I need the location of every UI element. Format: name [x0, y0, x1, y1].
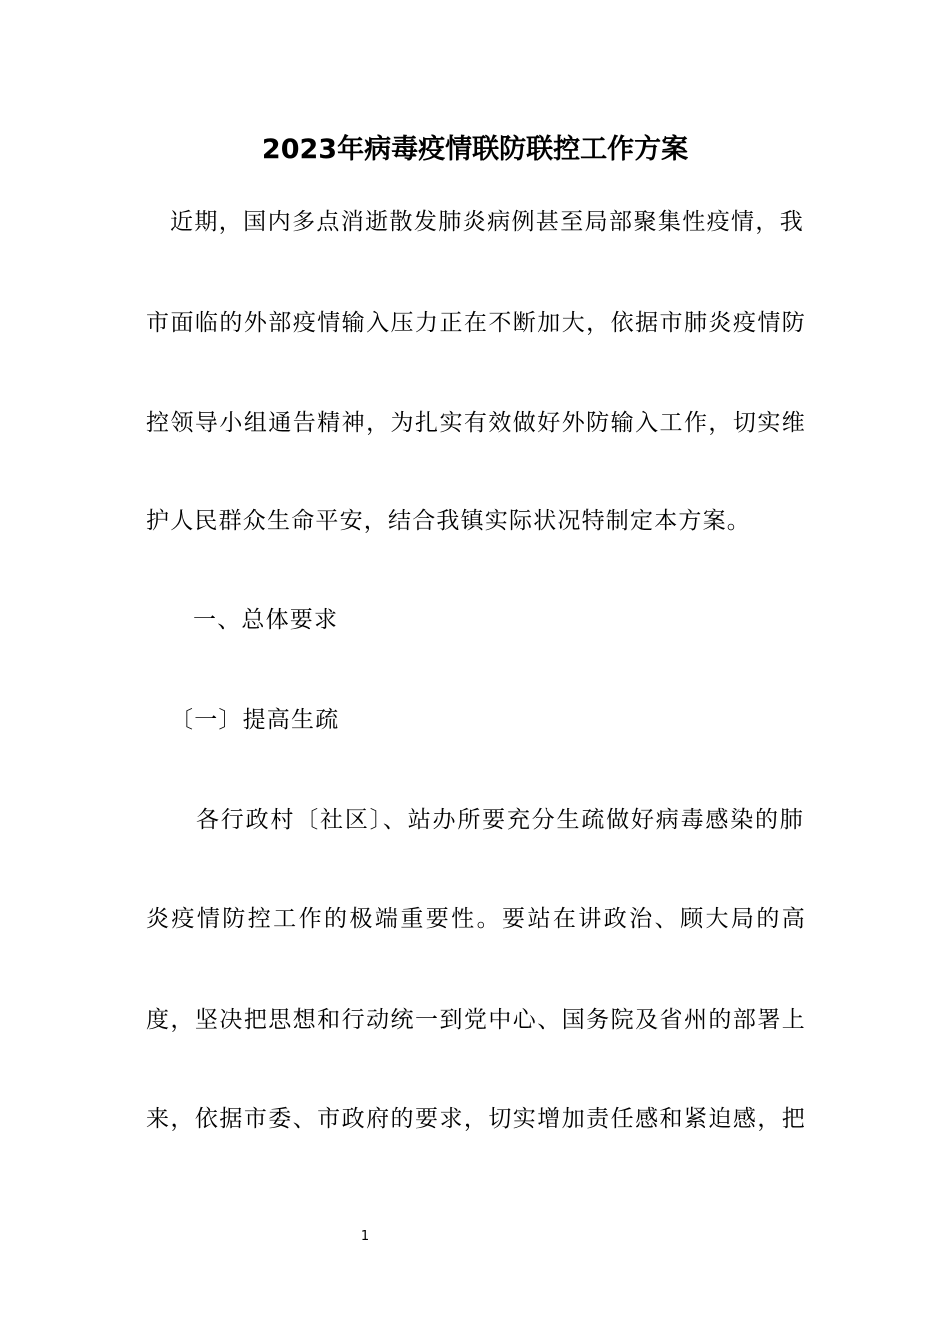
paragraph-line-8: 来，依据市委、市政府的要求，切实增加责任感和紧迫感，把: [146, 1106, 806, 1132]
subsection-heading: 〔一〕提高生疏: [170, 707, 340, 733]
paragraph-line-4: 护人民群众生命平安，结合我镇实际状况特制定本方案。: [146, 508, 751, 534]
page-number: 1: [360, 1229, 370, 1244]
section-heading: 一、总体要求: [193, 607, 339, 633]
paragraph-line-5: 各行政村〔社区〕、站办所要充分生疏做好病毒感染的肺: [196, 807, 804, 833]
paragraph-line-6: 炎疫情防控工作的极端重要性。要站在讲政治、顾大局的高: [146, 906, 806, 932]
paragraph-line-7: 度，坚决把思想和行动统一到党中心、国务院及省州的部署上: [146, 1007, 806, 1033]
paragraph-line-3: 控领导小组通告精神，为扎实有效做好外防输入工作，切实维: [146, 410, 806, 436]
document-title: 2023年病毒疫情联防联控工作方案: [261, 134, 689, 165]
paragraph-line-2: 市面临的外部疫情输入压力正在不断加大，依据市肺炎疫情防: [146, 310, 806, 336]
paragraph-line-1: 近期，国内多点消逝散发肺炎病例甚至局部聚集性疫情，我: [170, 209, 804, 235]
